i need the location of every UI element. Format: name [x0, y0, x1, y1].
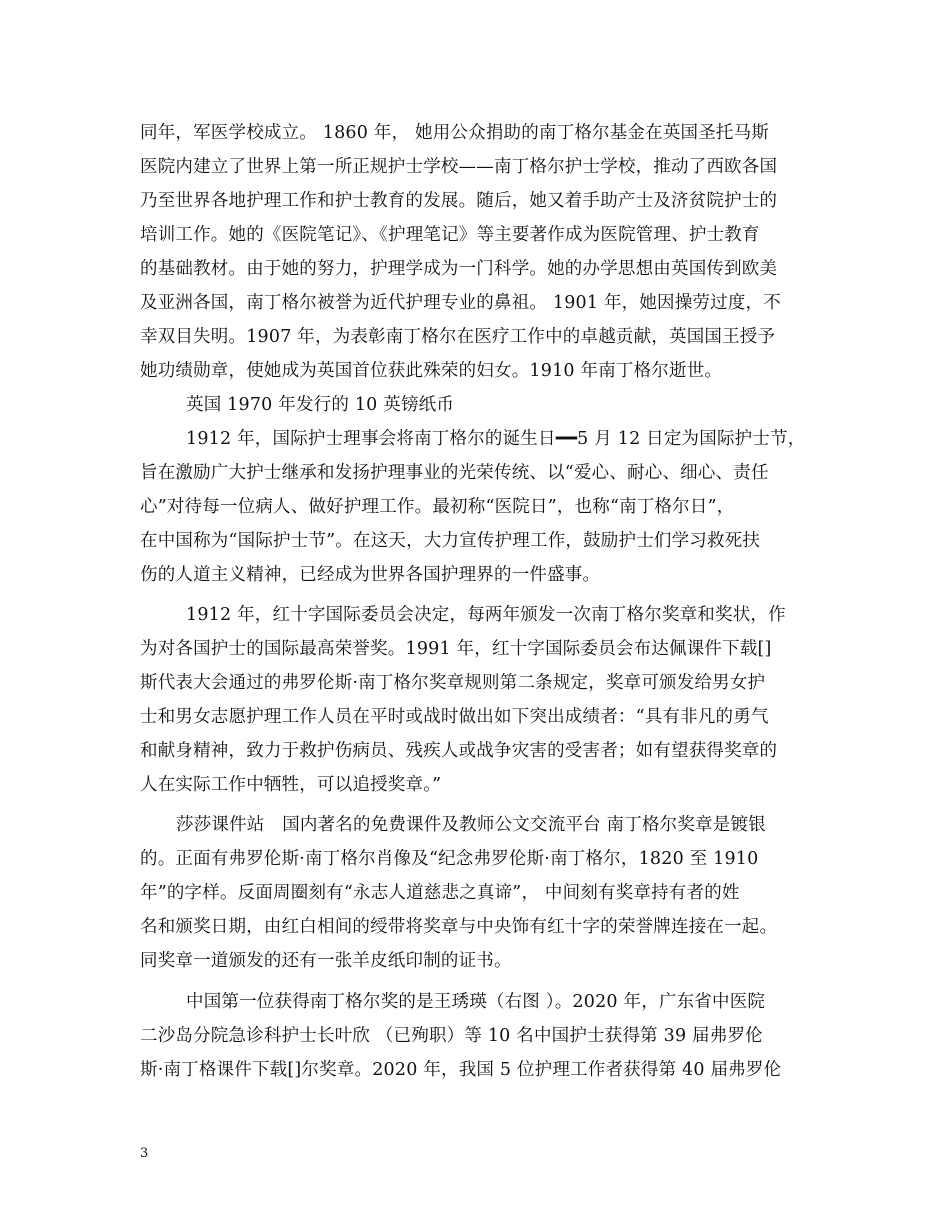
text-line: 为对各国护士的国际最高荣誉奖。1991 年，红十字国际委员会布达佩课件下载[]: [140, 639, 772, 659]
text-line: 士和男女志愿护理工作人员在平时或战时做出如下突出成绩者：“具有非凡的勇气: [140, 707, 769, 727]
text-line: 心”对待每一位病人、做好护理工作。最初称“医院日”，也称“南丁格尔日”，: [140, 497, 735, 517]
text-line: 1912 年，红十字国际委员会决定，每两年颁发一次南丁格尔奖章和奖状，作: [186, 605, 786, 625]
text-line: 和献身精神，致力于救护伤病员、残疾人或战争灾害的受害者；如有望获得奖章的: [140, 741, 778, 761]
text-line: 同年，军医学校成立。 1860 年， 她用公众捐助的南丁格尔基金在英国圣托马斯: [140, 123, 770, 143]
text-line: 二沙岛分院急诊科护士长叶欣 （已殉职）等 10 名中国护士获得第 39 届弗罗伦: [140, 1026, 763, 1046]
text-line: 医院内建立了世界上第一所正规护士学校——南丁格尔护士学校，推动了西欧各国: [140, 157, 778, 177]
text-line: 中国第一位获得南丁格尔奖的是王琇瑛（右图 ）。2020 年，广东省中医院: [186, 992, 766, 1012]
text-line: 幸双目失明。1907 年，为表彰南丁格尔在医疗工作中的卓越贡献，英国国王授予: [140, 327, 776, 347]
text-line: 乃至世界各地护理工作和护士教育的发展。随后，她又着手助产士及济贫院护士的: [140, 191, 778, 211]
text-line: 同奖章一道颁发的还有一张羊皮纸印制的证书。: [140, 951, 512, 971]
text-line: 斯代表大会通过的弗罗伦斯·南丁格尔奖章规则第二条规定，奖章可颁发给男女护: [140, 673, 766, 693]
text-line: 年”的字样。反面周圈刻有“永志人道慈悲之真谛”， 中间刻有奖章持有者的姓: [140, 883, 740, 903]
text-line: 在中国称为“国际护士节”。在这天，大力宣传护理工作，鼓励护士们学习救死扶: [140, 531, 761, 551]
text-line: 的。正面有弗罗伦斯·南丁格尔肖像及“纪念弗罗伦斯·南丁格尔，1820 至 1910: [140, 849, 759, 869]
text-line: 名和颁奖日期，由红白相间的绶带将奖章与中央饰有红十字的荣誉牌连接在一起。: [140, 917, 778, 937]
page-number: 3: [140, 1146, 149, 1161]
text-line: 人在实际工作中牺牲，可以追授奖章。”: [140, 775, 442, 795]
text-line: 的基础教材。由于她的努力，护理学成为一门科学。她的办学思想由英国传到欧美: [140, 259, 778, 279]
text-line: 她功绩勋章，使她成为英国首位获此殊荣的妇女。1910 年南丁格尔逝世。: [140, 361, 723, 381]
text-line: 莎莎课件站 国内著名的免费课件及教师公文交流平台 南丁格尔奖章是镀银: [176, 815, 766, 835]
image-caption: 英国 1970 年发行的 10 英镑纸币: [186, 395, 455, 415]
text-line: 及亚洲各国，南丁格尔被誉为近代护理专业的鼻祖。 1901 年，她因操劳过度，不: [140, 293, 781, 313]
text-line: 培训工作。她的《医院笔记》、《护理笔记》等主要著作成为医院管理、护士教育: [140, 225, 760, 245]
text-line: 1912 年，国际护士理事会将南丁格尔的诞生日━━5 月 12 日定为国际护士节，: [186, 429, 806, 449]
text-line: 旨在激励广大护士继承和发扬护理事业的光荣传统、以“爱心、耐心、细心、责任: [140, 463, 769, 483]
text-line: 伤的人道主义精神，已经成为世界各国护理界的一件盛事。: [140, 565, 601, 585]
text-line: 斯·南丁格课件下载[]尔奖章。2020 年，我国 5 位护理工作者获得第 40 届弗罗伦: [140, 1060, 782, 1080]
